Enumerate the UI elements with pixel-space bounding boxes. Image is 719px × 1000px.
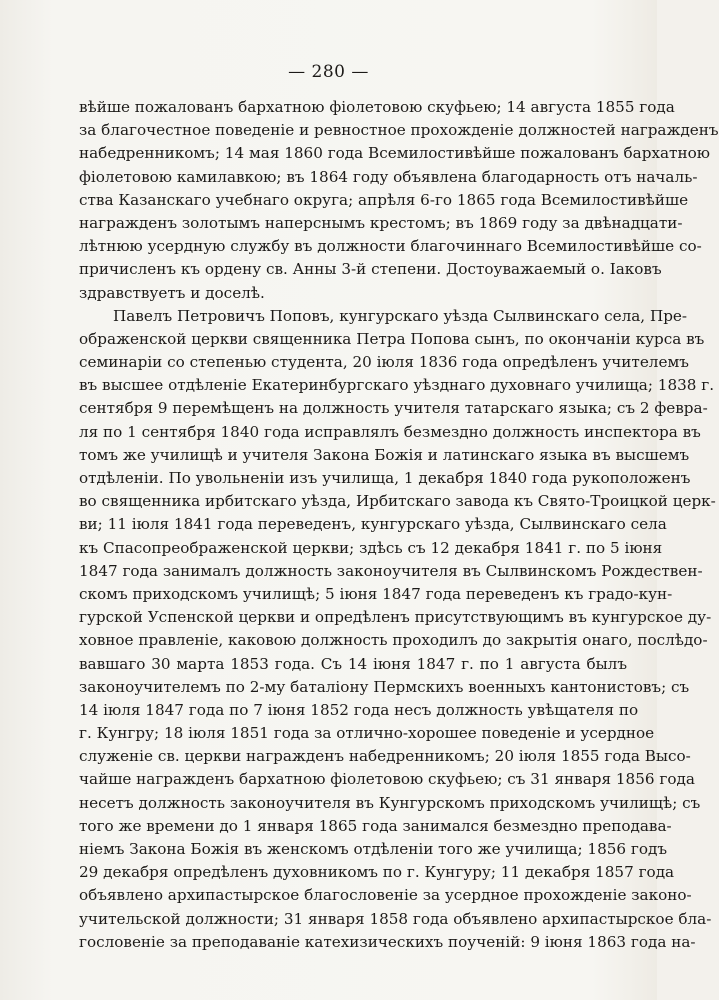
text-line: награжденъ золотымъ наперснымъ крестомъ; въ 1869 году за двѣнадцати- [79,213,683,232]
text-line: 1847 года занималъ должность законоучителя въ Сылвинскомъ Рождествен- [79,561,703,580]
text-line: отдѣленіи. По увольненіи изъ училища, 1 декабря 1840 года рукоположенъ [79,469,691,487]
text-line: скомъ приходскомъ училищѣ; 5 іюня 1847 года переведенъ къ градо-кун- [79,584,673,603]
text-line: причисленъ къ ордену св. Анны 3-й степени. Достоуважаемый о. Іаковъ [79,260,662,279]
text-line: чайше награжденъ бархатною фіолетовою скуфьею; съ 31 января 1856 года [79,770,695,789]
text-line: къ Спасопреображенской церкви; здѣсь съ 12 декабря 1841 г. по 5 іюня [79,538,663,557]
text-line: 14 іюля 1847 года по 7 іюня 1852 года несъ должность увѣщателя по [79,700,639,719]
text-line: Павелъ Петровичъ Поповъ, кунгурскаго уѣзда Сылвинскаго села, Пре- [113,306,688,325]
text-line: сентября 9 перемѣщенъ на должность учителя татарскаго языка; съ 2 февра- [79,399,708,418]
text-line: фіолетовою камилавкою; въ 1864 году объявлена благодарность отъ началь- [79,167,698,186]
text-line: г. Кунгру; 18 іюля 1851 года за отлично-хорошее поведеніе и усердное [79,724,655,743]
text-line: вѣйше пожалованъ бархатною фіолетовою скуфьею; 14 августа 1855 года [79,98,675,116]
text-line: того же времени до 1 января 1865 года занимался безмездно преподава- [79,816,672,835]
text-line: ображенской церкви священника Петра Попова сынъ, по окончаніи курса въ [79,329,705,348]
text-line: во священника ирбитскаго уѣзда, Ирбитскаго завода къ Свято-Троицкой церк- [79,492,716,511]
text-line: лѣтнюю усердную службу въ должности благочиннаго Всемилостивѣйше со- [79,237,702,256]
text-line: семинаріи со степенью студента, 20 іюля 1836 года опредѣленъ учителемъ [79,353,689,372]
text-line: въ высшее отдѣленіе Екатеринбургскаго уѣзднаго духовнаго училища; 1838 г. [79,376,715,395]
text-line: гословеніе за преподаваніе катехизическихъ поученій: 9 іюня 1863 года на- [79,932,696,951]
paragraph-2 [79,305,716,954]
text-line: законоучителемъ по 2-му баталіону Пермскихъ военныхъ кантонистовъ; съ [79,677,690,696]
paragraph-1 [79,96,719,305]
text-line: за благочестное поведеніе и ревностное прохожденіе должностей награжденъ [79,121,719,140]
body-text [79,96,719,954]
text-line: объявлено архипастырское благословеніе за усердное прохожденіе законо- [79,886,692,905]
text-line: томъ же училищѣ и учителя Закона Божія и латинскаго языка въ высшемъ [79,445,690,464]
text-line: вавшаго 30 марта 1853 года. Съ 14 іюня 1847 г. по 1 августа былъ [79,654,627,673]
text-line: ви; 11 іюля 1841 года переведенъ, кунгурскаго уѣзда, Сылвинскаго села [79,515,667,534]
text-line: здравствуетъ и доселѣ. [79,283,265,302]
page-number: — 280 — [288,62,369,82]
text-line: ховное правленіе, каковою должность проходилъ до закрытія онаго, послѣдо- [79,631,708,650]
text-line: гурской Успенской церкви и опредѣленъ присутствующимъ въ кунгурское ду- [79,608,712,627]
text-line: несетъ должность законоучителя въ Кунгурскомъ приходскомъ училищѣ; съ [79,793,701,812]
text-line: 29 декабря опредѣленъ духовникомъ по г. Кунгуру; 11 декабря 1857 года [79,863,675,882]
text-line: набедренникомъ; 14 мая 1860 года Всемилостивѣйше пожалованъ бархатною [79,144,710,163]
text-line: ля по 1 сентября 1840 года исправлялъ безмездно должность инспектора въ [79,422,701,441]
text-line: учительской должности; 31 января 1858 года объявлено архипастырское бла- [79,909,712,928]
text-line: служеніе св. церкви награжденъ набедренникомъ; 20 іюля 1855 года Высо- [79,747,691,766]
text-line: ніемъ Закона Божія въ женскомъ отдѣленіи того же училища; 1856 годъ [79,840,668,858]
text-line: ства Казанскаго учебнаго округа; апрѣля 6-го 1865 года Всемилостивѣйше [79,190,689,209]
